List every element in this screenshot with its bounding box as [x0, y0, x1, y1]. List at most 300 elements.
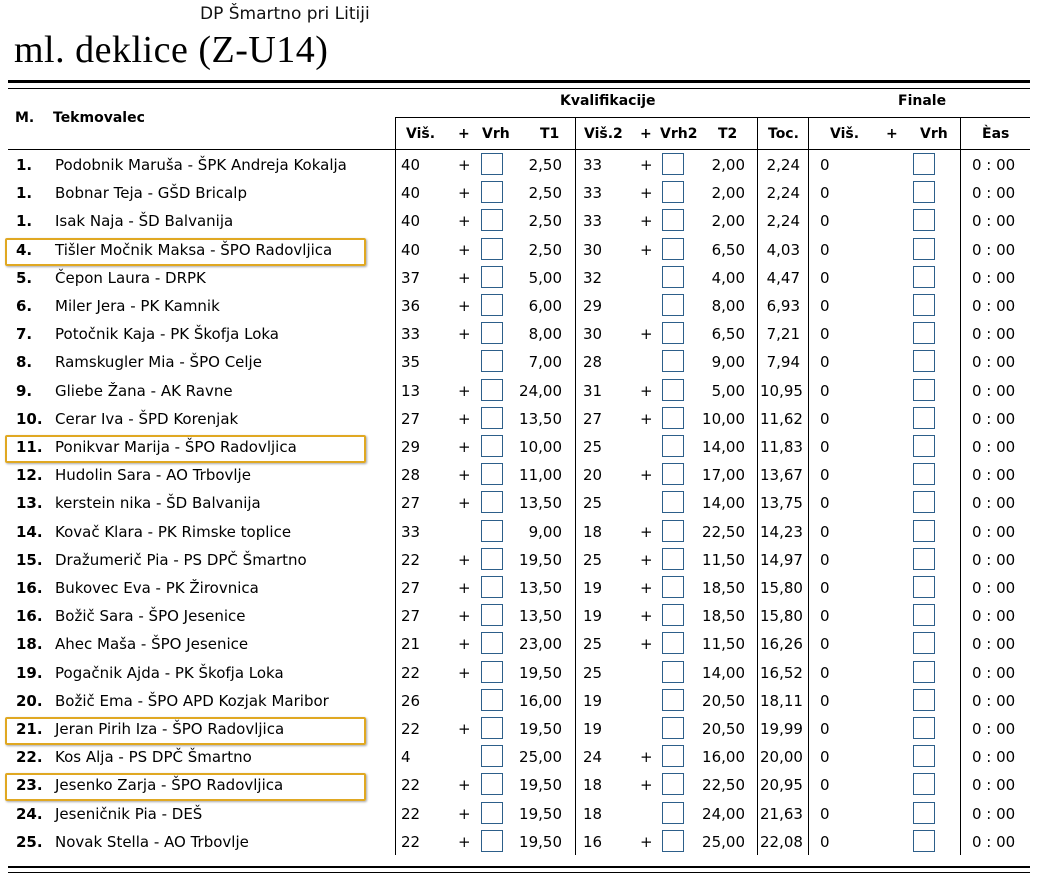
competitor-name: Isak Naja - ŠD Balvanija [55, 212, 234, 230]
qual-height2: 25 [583, 494, 603, 512]
points-cell: 18,11 [760, 692, 803, 710]
qual-top-checkbox[interactable] [481, 632, 503, 654]
qual-top2-checkbox[interactable] [662, 830, 684, 852]
place-cell: 16. [16, 579, 43, 597]
table-row [0, 688, 1039, 716]
table-row [0, 744, 1039, 772]
col-vrh-header: Vrh [482, 126, 510, 142]
qual-top2-checkbox[interactable] [662, 661, 684, 683]
qual-height2: 25 [583, 551, 603, 569]
final-top-checkbox[interactable] [913, 661, 935, 683]
final-top-checkbox[interactable] [913, 802, 935, 824]
qual-top2-checkbox[interactable] [662, 379, 684, 401]
final-height: 0 [820, 241, 830, 259]
table-row [0, 406, 1039, 434]
col-plus-header: + [458, 126, 470, 142]
qual-height: 4 [401, 748, 411, 766]
points-cell: 21,63 [760, 805, 803, 823]
qual-t1: 19,50 [519, 551, 562, 569]
final-top-checkbox[interactable] [913, 209, 935, 231]
qual-top-checkbox[interactable] [481, 689, 503, 711]
final-top-checkbox[interactable] [913, 717, 935, 739]
qual-height: 22 [401, 664, 421, 682]
final-top-checkbox[interactable] [913, 604, 935, 626]
qual-t1: 24,00 [519, 382, 562, 400]
competitor-name: kerstein nika - ŠD Balvanija [55, 494, 261, 512]
place-cell: 21. [16, 720, 43, 738]
final-time: 0 : 00 [972, 325, 1016, 343]
qual-plus2: + [640, 382, 653, 400]
points-cell: 15,80 [760, 607, 803, 625]
competitor-name: Novak Stella - AO Trbovlje [55, 833, 249, 851]
qual-height: 40 [401, 156, 421, 174]
qual-top2-checkbox[interactable] [662, 181, 684, 203]
qual-height2: 32 [583, 269, 603, 287]
col-place-header: M. [15, 110, 35, 126]
qual-plus: + [458, 833, 471, 851]
qual-top2-checkbox[interactable] [662, 350, 684, 372]
place-cell: 15. [16, 551, 43, 569]
final-top-checkbox[interactable] [913, 181, 935, 203]
final-height: 0 [820, 607, 830, 625]
qual-height2: 24 [583, 748, 603, 766]
qual-plus2: + [640, 833, 653, 851]
qual-height2: 25 [583, 635, 603, 653]
place-cell: 7. [16, 325, 33, 343]
place-cell: 4. [16, 241, 33, 259]
final-height: 0 [820, 438, 830, 456]
qual-height2: 25 [583, 438, 603, 456]
qual-height2: 29 [583, 297, 603, 315]
qual-plus: + [458, 325, 471, 343]
final-height: 0 [820, 212, 830, 230]
page-title: ml. deklice (Z-U14) [14, 29, 329, 71]
col-plus2-header: + [640, 126, 652, 142]
final-top-checkbox[interactable] [913, 491, 935, 513]
qual-top2-checkbox[interactable] [662, 773, 684, 795]
event-subtitle: DP Šmartno pri Litiji [200, 4, 370, 24]
qual-top-checkbox[interactable] [481, 463, 503, 485]
qual-height: 27 [401, 494, 421, 512]
final-time: 0 : 00 [972, 579, 1016, 597]
final-height: 0 [820, 748, 830, 766]
qual-t1: 19,50 [519, 776, 562, 794]
final-top-checkbox[interactable] [913, 379, 935, 401]
competitor-name: Dražumerič Pia - PS DPČ Šmartno [55, 551, 307, 569]
points-cell: 10,95 [760, 382, 803, 400]
qual-plus2: + [640, 607, 653, 625]
competitor-name: Miler Jera - PK Kamnik [55, 297, 220, 315]
competitor-name: Ahec Maša - ŠPO Jesenice [55, 635, 249, 653]
qual-t1: 25,00 [519, 748, 562, 766]
final-height: 0 [820, 156, 830, 174]
qual-height: 40 [401, 212, 421, 230]
qual-top-checkbox[interactable] [481, 209, 503, 231]
place-cell: 18. [16, 635, 43, 653]
final-time: 0 : 00 [972, 269, 1016, 287]
table-row [0, 829, 1039, 857]
qual-plus: + [458, 579, 471, 597]
final-top-checkbox[interactable] [913, 266, 935, 288]
final-height: 0 [820, 353, 830, 371]
final-time: 0 : 00 [972, 382, 1016, 400]
qual-top-checkbox[interactable] [481, 379, 503, 401]
place-cell: 1. [16, 156, 33, 174]
qual-t2: 2,00 [711, 212, 745, 230]
qual-plus: + [458, 241, 471, 259]
col-t2-header: T2 [718, 126, 738, 142]
qual-height: 22 [401, 720, 421, 738]
table-row [0, 237, 1039, 265]
qual-height: 28 [401, 466, 421, 484]
qual-plus2: + [640, 523, 653, 541]
competitor-name: Potočnik Kaja - PK Škofja Loka [55, 325, 279, 343]
competitor-name: Ponikvar Marija - ŠPO Radovljica [55, 438, 297, 456]
place-cell: 1. [16, 212, 33, 230]
qual-top-checkbox[interactable] [481, 661, 503, 683]
qual-top2-checkbox[interactable] [662, 435, 684, 457]
points-cell: 7,21 [766, 325, 800, 343]
final-time: 0 : 00 [972, 184, 1016, 202]
table-row [0, 603, 1039, 631]
competitor-name: Kos Alja - PS DPČ Šmartno [55, 748, 252, 766]
qual-t1: 7,00 [528, 353, 562, 371]
competitor-name: Kovač Klara - PK Rimske toplice [55, 523, 292, 541]
qual-top-checkbox[interactable] [481, 604, 503, 626]
table-row [0, 575, 1039, 603]
points-cell: 2,24 [766, 184, 800, 202]
qual-top-checkbox[interactable] [481, 520, 503, 542]
qual-plus: + [458, 720, 471, 738]
qual-plus2: + [640, 156, 653, 174]
qual-t1: 10,00 [519, 438, 562, 456]
qual-plus2: + [640, 579, 653, 597]
table-row [0, 208, 1039, 236]
final-height: 0 [820, 466, 830, 484]
final-top-checkbox[interactable] [913, 520, 935, 542]
qual-t2: 10,00 [702, 410, 745, 428]
qual-t2: 5,00 [711, 382, 745, 400]
final-height: 0 [820, 833, 830, 851]
qual-top2-checkbox[interactable] [662, 717, 684, 739]
qual-top-checkbox[interactable] [481, 802, 503, 824]
qual-height2: 30 [583, 241, 603, 259]
final-height: 0 [820, 805, 830, 823]
qual-height: 21 [401, 635, 421, 653]
points-cell: 11,62 [760, 410, 803, 428]
final-time: 0 : 00 [972, 664, 1016, 682]
qual-top-checkbox[interactable] [481, 238, 503, 260]
final-top-checkbox[interactable] [913, 435, 935, 457]
final-top-checkbox[interactable] [913, 632, 935, 654]
table-row [0, 547, 1039, 575]
qual-t2: 4,00 [711, 269, 745, 287]
qual-height2: 20 [583, 466, 603, 484]
place-cell: 20. [16, 692, 43, 710]
table-row [0, 378, 1039, 406]
competitor-name: Božič Ema - ŠPO APD Kozjak Maribor [55, 692, 329, 710]
place-cell: 19. [16, 664, 43, 682]
qual-t2: 24,00 [702, 805, 745, 823]
final-time: 0 : 00 [972, 466, 1016, 484]
top-rule [8, 80, 1030, 83]
bottom-rule-thin [8, 872, 1030, 873]
final-time: 0 : 00 [972, 692, 1016, 710]
qual-t1: 19,50 [519, 664, 562, 682]
competitor-name: Cerar Iva - ŠPD Korenjak [55, 410, 239, 428]
final-top-checkbox[interactable] [913, 689, 935, 711]
qual-top-checkbox[interactable] [481, 773, 503, 795]
final-height: 0 [820, 551, 830, 569]
qual-top2-checkbox[interactable] [662, 322, 684, 344]
place-cell: 25. [16, 833, 43, 851]
qual-height2: 19 [583, 579, 603, 597]
qual-top-checkbox[interactable] [481, 350, 503, 372]
qual-plus2: + [640, 241, 653, 259]
qual-height2: 16 [583, 833, 603, 851]
final-top-checkbox[interactable] [913, 294, 935, 316]
group-header-final: Finale [898, 93, 947, 109]
qual-top-checkbox[interactable] [481, 491, 503, 513]
competitor-name: Pogačnik Ajda - PK Škofja Loka [55, 664, 284, 682]
qual-height: 22 [401, 776, 421, 794]
qual-height: 40 [401, 241, 421, 259]
table-row [0, 519, 1039, 547]
qual-top-checkbox[interactable] [481, 830, 503, 852]
table-row [0, 434, 1039, 462]
final-height: 0 [820, 579, 830, 597]
qual-plus: + [458, 466, 471, 484]
final-time: 0 : 00 [972, 297, 1016, 315]
qual-top2-checkbox[interactable] [662, 153, 684, 175]
qual-top2-checkbox[interactable] [662, 632, 684, 654]
qual-t1: 8,00 [528, 325, 562, 343]
qual-plus: + [458, 269, 471, 287]
table-row [0, 152, 1039, 180]
place-cell: 16. [16, 607, 43, 625]
qual-t2: 6,50 [711, 325, 745, 343]
final-time: 0 : 00 [972, 212, 1016, 230]
final-time: 0 : 00 [972, 438, 1016, 456]
final-time: 0 : 00 [972, 607, 1016, 625]
qual-top2-checkbox[interactable] [662, 266, 684, 288]
qual-plus2: + [640, 466, 653, 484]
points-cell: 7,94 [766, 353, 800, 371]
qual-top-checkbox[interactable] [481, 266, 503, 288]
qual-top2-checkbox[interactable] [662, 491, 684, 513]
competitor-name: Ramskugler Mia - ŠPO Celje [55, 353, 262, 371]
points-cell: 19,99 [760, 720, 803, 738]
final-top-checkbox[interactable] [913, 773, 935, 795]
place-cell: 9. [16, 382, 33, 400]
qual-top2-checkbox[interactable] [662, 294, 684, 316]
final-time: 0 : 00 [972, 551, 1016, 569]
header-bottom-line [8, 149, 1030, 150]
final-top-checkbox[interactable] [913, 350, 935, 372]
final-height: 0 [820, 635, 830, 653]
points-cell: 20,95 [760, 776, 803, 794]
final-top-checkbox[interactable] [913, 238, 935, 260]
qual-t2: 18,50 [702, 607, 745, 625]
qual-t2: 20,50 [702, 720, 745, 738]
qual-t2: 20,50 [702, 692, 745, 710]
qual-plus2: + [640, 776, 653, 794]
qual-top2-checkbox[interactable] [662, 520, 684, 542]
qual-height: 22 [401, 833, 421, 851]
final-time: 0 : 00 [972, 494, 1016, 512]
qual-t1: 2,50 [528, 156, 562, 174]
final-top-checkbox[interactable] [913, 153, 935, 175]
qual-t2: 11,50 [702, 635, 745, 653]
qual-plus2: + [640, 410, 653, 428]
final-time: 0 : 00 [972, 523, 1016, 541]
qual-t1: 2,50 [528, 212, 562, 230]
qual-top2-checkbox[interactable] [662, 238, 684, 260]
col-vrh2-header: Vrh2 [660, 126, 698, 142]
qual-height2: 33 [583, 156, 603, 174]
col-final-plus-header: + [886, 126, 898, 142]
qual-top-checkbox[interactable] [481, 294, 503, 316]
final-height: 0 [820, 720, 830, 738]
qual-plus: + [458, 156, 471, 174]
qual-t1: 19,50 [519, 805, 562, 823]
final-top-checkbox[interactable] [913, 463, 935, 485]
table-row [0, 660, 1039, 688]
qual-t2: 14,00 [702, 438, 745, 456]
final-height: 0 [820, 184, 830, 202]
qual-plus: + [458, 635, 471, 653]
final-time: 0 : 00 [972, 241, 1016, 259]
qual-t2: 2,00 [711, 156, 745, 174]
place-cell: 12. [16, 466, 43, 484]
competitor-name: Tišler Močnik Maksa - ŠPO Radovljica [55, 241, 333, 259]
final-time: 0 : 00 [972, 776, 1016, 794]
points-cell: 4,47 [766, 269, 800, 287]
qual-top2-checkbox[interactable] [662, 802, 684, 824]
qual-top-checkbox[interactable] [481, 548, 503, 570]
qual-height: 33 [401, 325, 421, 343]
qual-top2-checkbox[interactable] [662, 745, 684, 767]
qual-top-checkbox[interactable] [481, 717, 503, 739]
competitor-name: Gliebe Žana - AK Ravne [55, 382, 233, 400]
qual-top2-checkbox[interactable] [662, 689, 684, 711]
qual-t1: 13,50 [519, 579, 562, 597]
final-time: 0 : 00 [972, 720, 1016, 738]
qual-top-checkbox[interactable] [481, 435, 503, 457]
qual-t2: 18,50 [702, 579, 745, 597]
final-time: 0 : 00 [972, 748, 1016, 766]
final-top-checkbox[interactable] [913, 548, 935, 570]
qual-plus2: + [640, 184, 653, 202]
final-height: 0 [820, 325, 830, 343]
qual-t2: 11,50 [702, 551, 745, 569]
qual-top2-checkbox[interactable] [662, 407, 684, 429]
qual-top-checkbox[interactable] [481, 576, 503, 598]
final-top-checkbox[interactable] [913, 407, 935, 429]
qual-top-checkbox[interactable] [481, 745, 503, 767]
table-row [0, 265, 1039, 293]
points-cell: 20,00 [760, 748, 803, 766]
qual-plus2: + [640, 748, 653, 766]
qual-t1: 2,50 [528, 241, 562, 259]
final-time: 0 : 00 [972, 410, 1016, 428]
qual-plus: + [458, 607, 471, 625]
final-height: 0 [820, 382, 830, 400]
qual-plus: + [458, 184, 471, 202]
qual-plus2: + [640, 212, 653, 230]
competitor-name: Bobnar Teja - GŠD Bricalp [55, 184, 247, 202]
final-top-checkbox[interactable] [913, 322, 935, 344]
final-top-checkbox[interactable] [913, 576, 935, 598]
points-cell: 14,23 [760, 523, 803, 541]
points-cell: 14,97 [760, 551, 803, 569]
qual-height: 33 [401, 523, 421, 541]
qual-t1: 5,00 [528, 269, 562, 287]
table-row [0, 293, 1039, 321]
qual-top2-checkbox[interactable] [662, 576, 684, 598]
qual-top2-checkbox[interactable] [662, 548, 684, 570]
final-top-checkbox[interactable] [913, 830, 935, 852]
table-row [0, 490, 1039, 518]
place-cell: 24. [16, 805, 43, 823]
competitor-name: Čepon Laura - DRPK [55, 269, 206, 287]
qual-top2-checkbox[interactable] [662, 463, 684, 485]
col-final-vrh-header: Vrh [920, 126, 948, 142]
competitor-name: Jeseničnik Pia - DEŠ [55, 805, 203, 823]
qual-top-checkbox[interactable] [481, 153, 503, 175]
qual-plus: + [458, 776, 471, 794]
group-header-qualification: Kvalifikacije [560, 93, 656, 109]
qual-top-checkbox[interactable] [481, 181, 503, 203]
qual-top-checkbox[interactable] [481, 322, 503, 344]
final-top-checkbox[interactable] [913, 745, 935, 767]
qual-plus: + [458, 212, 471, 230]
qual-plus: + [458, 551, 471, 569]
qual-height: 27 [401, 579, 421, 597]
col-vis-header: Viš. [406, 126, 436, 142]
points-cell: 22,08 [760, 833, 803, 851]
qual-plus: + [458, 438, 471, 456]
qual-t2: 22,50 [702, 523, 745, 541]
final-height: 0 [820, 269, 830, 287]
qual-top-checkbox[interactable] [481, 407, 503, 429]
qual-height: 37 [401, 269, 421, 287]
table-row [0, 716, 1039, 744]
place-cell: 10. [16, 410, 43, 428]
header-divider [395, 117, 1030, 118]
qual-t1: 13,50 [519, 410, 562, 428]
table-row [0, 801, 1039, 829]
competitor-name: Hudolin Sara - AO Trbovlje [55, 466, 251, 484]
qual-t2: 14,00 [702, 664, 745, 682]
final-height: 0 [820, 297, 830, 315]
qual-plus: + [458, 805, 471, 823]
qual-t2: 14,00 [702, 494, 745, 512]
qual-height: 27 [401, 410, 421, 428]
qual-height2: 18 [583, 523, 603, 541]
qual-top2-checkbox[interactable] [662, 209, 684, 231]
qual-plus2: + [640, 551, 653, 569]
place-cell: 8. [16, 353, 33, 371]
bottom-rule [8, 866, 1030, 868]
qual-t2: 9,00 [711, 353, 745, 371]
qual-top2-checkbox[interactable] [662, 604, 684, 626]
qual-height: 29 [401, 438, 421, 456]
table-row [0, 631, 1039, 659]
qual-height: 36 [401, 297, 421, 315]
competitor-name: Bukovec Eva - PK Žirovnica [55, 579, 259, 597]
qual-plus: + [458, 382, 471, 400]
